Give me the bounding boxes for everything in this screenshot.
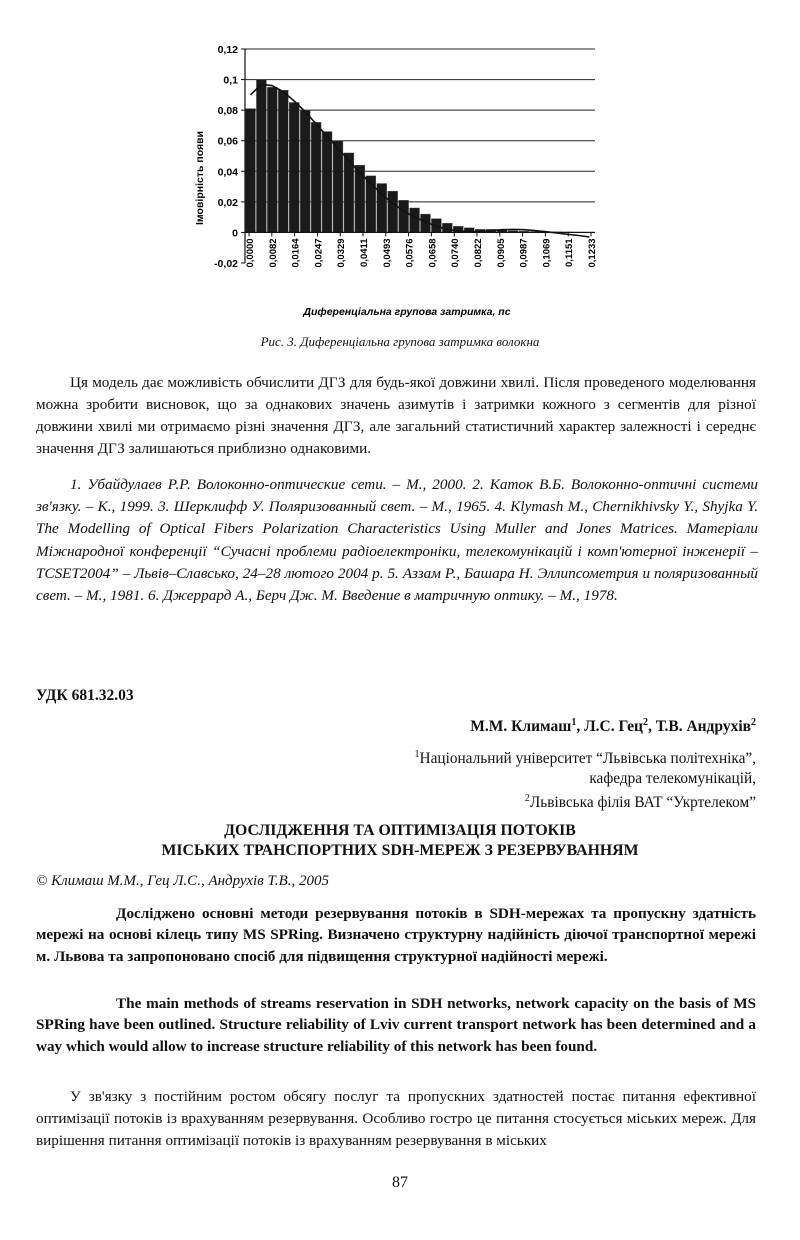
chart-bar: [256, 80, 266, 233]
abstract-english: The main methods of streams reservation in SDH networks, network capacity on the basis of MS SPRing have been outlined. Structure reliability of Lviv current transport network has been determined and a way which would allow to increase structure reliability of this network has been found.: [36, 995, 756, 1055]
ytick-label: -0,02: [214, 258, 238, 270]
author-1-sup: 1: [571, 717, 577, 728]
affiliations: [415, 745, 756, 813]
author-1: М.М. Климаш: [470, 718, 572, 736]
chart-bar: [246, 109, 256, 233]
affiliation-3-sup: 2: [524, 793, 530, 805]
affiliation-1-text: Національний університет “Львівська політехніка”,: [419, 750, 756, 768]
xtick-label: 0,0905: [495, 238, 507, 268]
paragraph-intro: У зв'язку з постійним ростом обсягу послуг та пропускних здатностей постає питання ефективної оптимізації потоків із врахуванням резервування. Особливо гостро це питання стосується міських мереж. Для вирішення питання оптимізації потоків із врахуванням резервування в міських: [36, 1088, 756, 1149]
affiliation-line-2: кафедра телекомунікацій,: [589, 770, 756, 788]
ytick-label: 0,12: [217, 44, 238, 56]
author-3: Т.В. Андрухів: [655, 718, 751, 736]
xtick-label: 0,0822: [473, 238, 484, 268]
xtick-label: 0,0247: [313, 238, 325, 268]
ytick-label: 0,06: [217, 135, 238, 148]
ytick-label: 0,04: [217, 166, 238, 179]
authors: М.М. Климаш$^1$, Л.С. Гец$^2$, Т.В. Андрухів$^2$: [470, 717, 756, 736]
chart-bar: [388, 191, 398, 232]
xtick-label: 0,1233: [587, 238, 598, 268]
dgd-chart: [190, 30, 620, 335]
chart-bar: [278, 90, 288, 232]
xtick-label: 0,1151: [564, 238, 576, 267]
chart-svg: [190, 30, 620, 335]
xtick-label: 0,0658: [427, 238, 439, 268]
author-3-sup: 2: [751, 717, 756, 728]
chart-bar: [410, 208, 420, 232]
affiliation-line-3: [415, 789, 756, 813]
xtick-label: 0,0493: [381, 238, 393, 268]
title-line-1: ДОСЛІДЖЕННЯ ТА ОПТИМІЗАЦІЯ ПОТОКІВ: [224, 822, 576, 839]
affiliation-3-text: Львівська філія ВАТ “Укртелеком”: [529, 794, 756, 812]
udk-code: УДК 681.32.03: [36, 687, 134, 704]
affiliation-1-sup: 1: [414, 749, 420, 760]
chart-bar: [267, 87, 277, 232]
figure-caption: Рис. 3. Диференціальна групова затримка волокна: [260, 334, 540, 349]
article-title: [0, 821, 800, 861]
xtick-label: 0,0164: [290, 238, 302, 268]
ytick-label: 0: [232, 227, 238, 240]
chart-bar: [399, 200, 409, 232]
xtick-label: 0,1069: [541, 238, 553, 268]
chart-xlabel: Диференціальна групова затримка, пс: [303, 306, 511, 318]
references: 1. Убайдулаев Р.Р. Волоконно-оптические сети. – М., 2000. 2. Каток В.Б. Волоконно-оптичні системи зв'язку. – К., 1999. 3. Шерклифф У. Поляризованный свет. – М., 1965. 4. Klymash M., Chernikhivsky Y., Shyjka Y. The Modelling of Optical Fibers Polarization Characteristics Using Muller and Jones Matrices. Матеріали Міжнародної конференції “Сучасні проблеми радіоелектроніки, телекомунікацій і комп'ютерної інженерії – TCSET2004” – Львів–Славсько, 24–28 лютого 2004 р. 5. Аззам Р., Башара Н. Эллипсометрия и поляризованный свет. – М., 1981. 6. Джеррард А., Берч Дж. М. Введение в матричную оптику. – М., 1978.: [36, 476, 758, 605]
copyright: © Климаш М.М., Гец Л.С., Андрухів Т.В., 2005: [36, 873, 330, 889]
chart-bar: [289, 103, 299, 233]
title-line-2: МІСЬКИХ ТРАНСПОРТНИХ SDH-МЕРЕЖ З РЕЗЕРВУВАННЯМ: [161, 842, 639, 859]
abstract-ukrainian: Досліджено основні методи резервування потоків в SDH-мережах та пропускну здатність мережі на основі кілець типу MS SPRing. Визначено структурну надійність діючої транспортної мережі м. Львова та запропоновано спосіб для підвищення структурної надійності мережі.: [36, 905, 756, 965]
ytick-label: 0,08: [217, 105, 238, 118]
ytick-label: 0,1: [223, 74, 238, 87]
author-2-sup: 2: [642, 717, 648, 728]
chart-bar: [322, 132, 332, 233]
xtick-label: 0,0740: [450, 238, 462, 268]
chart-bar: [300, 110, 310, 232]
author-2: Л.С. Гец: [584, 718, 643, 736]
chart-bar: [311, 122, 321, 232]
xtick-label: 0,0329: [336, 238, 348, 268]
xtick-label: 0,0411: [359, 238, 370, 267]
xtick-label: 0,0987: [518, 238, 530, 268]
xtick-label: 0,0082: [267, 238, 279, 268]
affiliation-line-1: [415, 745, 756, 769]
ytick-label: 0,02: [217, 196, 238, 209]
paragraph-model: Ця модель дає можливість обчислити ДГЗ для будь-якої довжини хвилі. Після проведеного моделювання можна зробити висновок, що за однакових значень азимутів і затримки кожного з сегментів для різної довжини хвилі ми отримаємо різні значення ДГЗ, але загальний статистичний характер залежності і середнє значення ДГЗ залишаються приблизно однаковими.: [36, 374, 756, 457]
page-number: 87: [392, 1174, 408, 1191]
chart-ylabel: Імовірність появи: [194, 130, 206, 226]
chart-bar: [333, 141, 343, 233]
xtick-label: 0,0576: [404, 238, 416, 268]
xtick-label: 0,0000: [245, 238, 256, 268]
